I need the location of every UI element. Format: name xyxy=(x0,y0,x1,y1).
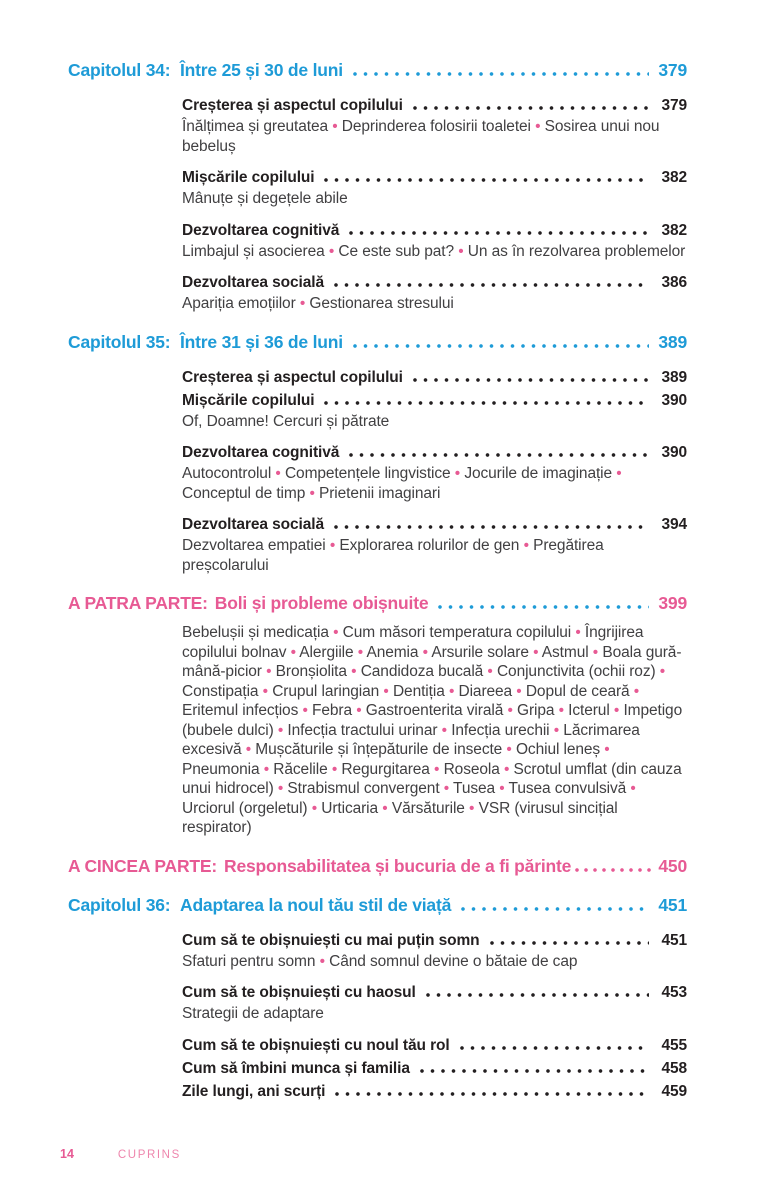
bullet-icon: • xyxy=(533,643,539,661)
toc-entry-row xyxy=(182,1035,687,1056)
bullet-icon: • xyxy=(613,702,620,719)
entry-title: Zile lungi, ani scurți xyxy=(182,1082,326,1100)
topic-label: Alergiile xyxy=(299,643,354,661)
bullet-icon: • xyxy=(630,780,636,797)
bullet-icon: • xyxy=(616,465,622,482)
bullet-icon: • xyxy=(329,537,336,554)
dot-leader xyxy=(334,525,649,529)
section-label: Capitolul 36: xyxy=(68,894,171,915)
page-footer xyxy=(60,1147,181,1161)
topic-label: Regurgitarea xyxy=(341,760,430,778)
topic-list xyxy=(182,952,687,972)
topic-list xyxy=(182,464,687,503)
page-ref: 451 xyxy=(658,894,687,915)
page-ref: 390 xyxy=(661,444,687,461)
dot-leader xyxy=(349,231,649,235)
bullet-icon: • xyxy=(448,682,455,700)
bullet-icon: • xyxy=(263,760,270,778)
topic-label: Crupul laringian xyxy=(272,682,380,700)
topic-label: Deprinderea folosirii toaletei xyxy=(341,118,531,135)
page-ref: 382 xyxy=(661,169,687,186)
bullet-icon: • xyxy=(245,741,252,758)
topic-label: Ochiul leneș xyxy=(515,741,601,758)
bullet-icon: • xyxy=(506,741,512,758)
topic-label: Dentiția xyxy=(392,682,445,700)
dot-leader xyxy=(349,453,649,457)
topic-label: Mușcăturile și înțepăturile de insecte xyxy=(255,741,503,758)
topic-label: Gestionarea stresului xyxy=(309,295,454,312)
section-label: A PATRA PARTE: xyxy=(68,593,208,613)
topic-label: Diareea xyxy=(458,682,513,700)
toc-heading-row xyxy=(68,856,687,877)
page-ref: 379 xyxy=(658,60,687,80)
bullet-icon: • xyxy=(383,682,389,700)
dot-leader xyxy=(490,941,649,945)
topic-label: Competențele lingvistice xyxy=(284,465,451,482)
bullet-icon: • xyxy=(659,663,666,680)
toc-section-part-p399 xyxy=(68,593,687,838)
bullet-icon: • xyxy=(332,118,338,135)
topic-label: Răcelile xyxy=(273,760,328,778)
entry-title: Cum să te obișnuiești cu haosul xyxy=(182,984,416,1001)
page-ref: 453 xyxy=(661,984,687,1001)
topic-label: Tusea convulsivă xyxy=(508,780,627,797)
topic-label: Apariția emoțiilor xyxy=(182,295,296,312)
topic-label: Scrotul umflat (din cauza unui hidrocel) xyxy=(182,760,682,797)
entry-title: Creșterea și aspectul copilului xyxy=(182,97,403,114)
topic-label: Bebelușii și medicația xyxy=(182,624,329,641)
topic-label: Pregătirea preșcolarului xyxy=(182,537,604,574)
toc-entry xyxy=(182,1058,687,1079)
page-ref: 459 xyxy=(661,1082,687,1100)
section-title: Responsabilitatea și bucuria de a fi părinte xyxy=(224,855,572,876)
toc-entry-row xyxy=(182,514,687,535)
topic-list xyxy=(182,242,687,262)
topic-label: Infecția tractului urinar xyxy=(287,721,438,739)
topic-label: Constipația xyxy=(182,682,259,700)
topic-label: Când somnul devine o bătaie de cap xyxy=(329,952,578,970)
topic-label: Sosirea unui nou bebeluș xyxy=(182,118,660,155)
bullet-icon: • xyxy=(333,624,339,641)
topic-label: Astmul xyxy=(541,643,589,661)
bullet-icon: • xyxy=(469,799,475,817)
toc-entry xyxy=(182,272,687,314)
bullet-icon: • xyxy=(558,702,564,719)
bullet-icon: • xyxy=(458,242,464,260)
bullet-icon: • xyxy=(266,663,272,680)
bullet-icon: • xyxy=(507,702,513,719)
toc-entry xyxy=(182,514,687,575)
toc-heading-row xyxy=(68,60,687,81)
bullet-icon: • xyxy=(503,760,510,778)
bullet-icon: • xyxy=(422,643,428,661)
page-ref: 379 xyxy=(661,97,687,114)
page-ref: 386 xyxy=(661,274,687,291)
page-ref: 394 xyxy=(661,516,687,533)
topic-label: Boala gură-mână-picior xyxy=(182,643,682,680)
toc-entry-row xyxy=(182,390,687,411)
dot-leader xyxy=(353,344,649,348)
entry-title: Cum să îmbini munca și familia xyxy=(182,1059,410,1077)
toc-section-chapter-p389 xyxy=(68,332,687,576)
bullet-icon: • xyxy=(553,721,560,739)
section-title: Între 31 și 36 de luni xyxy=(180,331,343,352)
topic-label: Prietenii imaginari xyxy=(319,484,441,502)
section-entries xyxy=(182,95,687,314)
toc-entry-row xyxy=(182,442,687,463)
toc-heading-row xyxy=(68,593,687,614)
entry-title: Dezvoltarea socială xyxy=(182,274,324,291)
bullet-icon: • xyxy=(356,702,362,719)
topic-label: Pneumonia xyxy=(182,760,260,778)
bullet-icon: • xyxy=(290,643,296,661)
topic-list xyxy=(182,117,687,156)
topic-label: Urticaria xyxy=(321,799,379,817)
bullet-icon: • xyxy=(309,484,315,502)
topic-label: Gastroenterita virală xyxy=(365,702,504,719)
dot-leader xyxy=(575,868,655,872)
dot-leader xyxy=(438,605,649,609)
topic-label: Ce este sub pat? xyxy=(338,242,454,260)
toc-entry xyxy=(182,220,687,262)
section-title: Boli și probleme obișnuite xyxy=(214,593,429,613)
page-ref: 399 xyxy=(658,593,687,613)
topic-label: Mânuțe și degețele abile xyxy=(182,190,348,207)
entry-title: Cum să te obișnuiești cu noul tău rol xyxy=(182,1036,450,1054)
topic-label: Sfaturi pentru somn xyxy=(182,952,316,970)
toc-section-part-p450 xyxy=(68,856,687,877)
toc-entry xyxy=(182,1035,687,1056)
toc-entry xyxy=(182,390,687,432)
topic-label: Înălțimea și greutatea xyxy=(182,118,328,135)
dot-leader xyxy=(413,106,649,110)
bullet-icon: • xyxy=(633,682,640,700)
topic-label: Conjunctivita (ochii roz) xyxy=(496,663,656,680)
bullet-icon: • xyxy=(592,643,599,661)
topic-list xyxy=(182,189,687,209)
toc-entry xyxy=(182,95,687,156)
entry-title: Dezvoltarea cognitivă xyxy=(182,221,340,239)
topic-label: Candidoza bucală xyxy=(360,663,484,680)
dot-leader xyxy=(324,178,649,182)
topic-label: Autocontrolul xyxy=(182,465,272,482)
topic-label: Limbajul și asocierea xyxy=(182,242,325,260)
bullet-icon: • xyxy=(575,624,581,641)
dot-leader xyxy=(420,1069,649,1073)
page-ref: 451 xyxy=(661,931,687,949)
entry-title: Dezvoltarea cognitivă xyxy=(182,444,340,461)
section-title: Între 25 și 30 de luni xyxy=(180,60,343,80)
section-entries xyxy=(182,930,687,1102)
topic-label: Îngrijirea copilului bolnav xyxy=(182,624,644,661)
toc-heading-row xyxy=(68,332,687,353)
toc-entry-row xyxy=(182,272,687,293)
bullet-icon: • xyxy=(382,799,388,817)
bullet-icon: • xyxy=(262,682,268,700)
toc-heading-row xyxy=(68,895,687,916)
topic-label: Dezvoltarea empatiei xyxy=(182,537,326,554)
table-of-contents xyxy=(68,60,687,1102)
dot-leader xyxy=(460,1046,649,1050)
topic-list xyxy=(182,1004,687,1024)
toc-entry xyxy=(182,1081,687,1102)
section-label: A CINCEA PARTE: xyxy=(68,855,217,876)
toc-section-chapter-p451 xyxy=(68,895,687,1102)
toc-section-chapter-p379 xyxy=(68,60,687,314)
topic-label: VSR (virusul sincițial respirator) xyxy=(182,799,618,836)
topic-label: Jocurile de imaginație xyxy=(464,465,613,482)
bullet-icon: • xyxy=(604,741,610,758)
topic-label: Eritemul infecțios xyxy=(182,702,299,719)
page-ref: 455 xyxy=(661,1036,687,1054)
toc-entry xyxy=(182,442,687,503)
topic-list xyxy=(182,536,687,575)
section-title: Adaptarea la noul tău stil de viață xyxy=(180,894,452,915)
topic-label: Roseola xyxy=(443,760,500,778)
bullet-icon: • xyxy=(357,643,364,661)
toc-entry xyxy=(182,930,687,972)
topic-label: Arsurile solare xyxy=(431,643,529,661)
toc-entry-row xyxy=(182,95,687,116)
toc-entry-row xyxy=(182,982,687,1003)
topic-list xyxy=(182,623,687,838)
topic-list xyxy=(182,412,687,432)
topic-label: Vărsăturile xyxy=(391,799,465,817)
bullet-icon: • xyxy=(302,702,308,719)
entry-title: Creșterea și aspectul copilului xyxy=(182,368,403,386)
bullet-icon: • xyxy=(277,780,284,797)
toc-entry-row xyxy=(182,220,687,241)
topic-label: Explorarea rolurilor de gen xyxy=(339,537,520,554)
section-entries xyxy=(182,367,687,576)
bullet-icon: • xyxy=(441,721,447,739)
footer-section-label: CUPRINS xyxy=(117,1149,181,1161)
topic-label: Strategii de adaptare xyxy=(182,1005,324,1022)
topic-label: Infecția urechii xyxy=(451,721,550,739)
bullet-icon: • xyxy=(535,118,541,135)
toc-entry xyxy=(182,167,687,209)
topic-label: Dopul de ceară xyxy=(525,682,630,700)
topic-label: Cum măsori temperatura copilului xyxy=(342,624,572,641)
section-label: Capitolul 35: xyxy=(68,331,171,352)
page-ref: 390 xyxy=(661,391,687,409)
topic-list xyxy=(182,294,687,314)
topic-label: Impetigo (bubele dulci) xyxy=(182,702,683,739)
entry-title: Dezvoltarea socială xyxy=(182,516,324,533)
topic-label: Febra xyxy=(311,702,352,719)
bullet-icon: • xyxy=(328,242,335,260)
toc-entry-row xyxy=(182,167,687,188)
toc-entry xyxy=(182,367,687,388)
topic-label: Conceptul de timp xyxy=(182,484,306,502)
folio-page-number: 14 xyxy=(60,1147,74,1161)
dot-leader xyxy=(353,72,649,76)
bullet-icon: • xyxy=(499,780,505,797)
dot-leader xyxy=(413,378,649,382)
topic-label: Un as în rezolvarea problemelor xyxy=(467,242,686,260)
bullet-icon: • xyxy=(351,663,357,680)
bullet-icon: • xyxy=(299,295,306,312)
dot-leader xyxy=(324,401,649,405)
bullet-icon: • xyxy=(523,537,529,554)
entry-title: Mișcările copilului xyxy=(182,169,315,186)
toc-entry-row xyxy=(182,930,687,951)
topic-label: Urciorul (orgeletul) xyxy=(182,799,308,817)
bullet-icon: • xyxy=(277,721,284,739)
toc-entry-row xyxy=(182,1058,687,1079)
bullet-icon: • xyxy=(443,780,450,797)
page-ref: 389 xyxy=(658,331,687,352)
bullet-icon: • xyxy=(311,799,318,817)
topic-label: Icterul xyxy=(568,702,610,719)
bullet-icon: • xyxy=(331,760,338,778)
page-ref: 450 xyxy=(658,855,687,876)
bullet-icon: • xyxy=(319,952,325,970)
page-ref: 382 xyxy=(661,221,687,239)
topic-label: Of, Doamne! Cercuri și pătrate xyxy=(182,412,390,430)
toc-entry-row xyxy=(182,367,687,388)
topic-label: Anemia xyxy=(366,643,419,661)
toc-entry xyxy=(182,982,687,1024)
dot-leader xyxy=(334,283,649,287)
bullet-icon: • xyxy=(275,465,281,482)
bullet-icon: • xyxy=(434,760,440,778)
topic-label: Gripa xyxy=(516,702,555,719)
entry-title: Cum să te obișnuiești cu mai puțin somn xyxy=(182,931,480,949)
topic-label: Tusea xyxy=(453,780,496,797)
section-label: Capitolul 34: xyxy=(68,60,171,80)
bullet-icon: • xyxy=(487,663,493,680)
dot-leader xyxy=(426,993,649,997)
toc-entry-row xyxy=(182,1081,687,1102)
entry-title: Mișcările copilului xyxy=(182,391,315,409)
topic-label: Strabismul convergent xyxy=(287,780,440,797)
dot-leader xyxy=(335,1092,649,1096)
page-ref: 389 xyxy=(661,368,687,386)
topic-label: Lăcrimarea excesivă xyxy=(182,721,640,758)
topic-label: Bronșiolita xyxy=(275,663,347,680)
bullet-icon: • xyxy=(516,682,522,700)
page-ref: 458 xyxy=(661,1059,687,1077)
bullet-icon: • xyxy=(454,465,461,482)
dot-leader xyxy=(461,907,649,911)
